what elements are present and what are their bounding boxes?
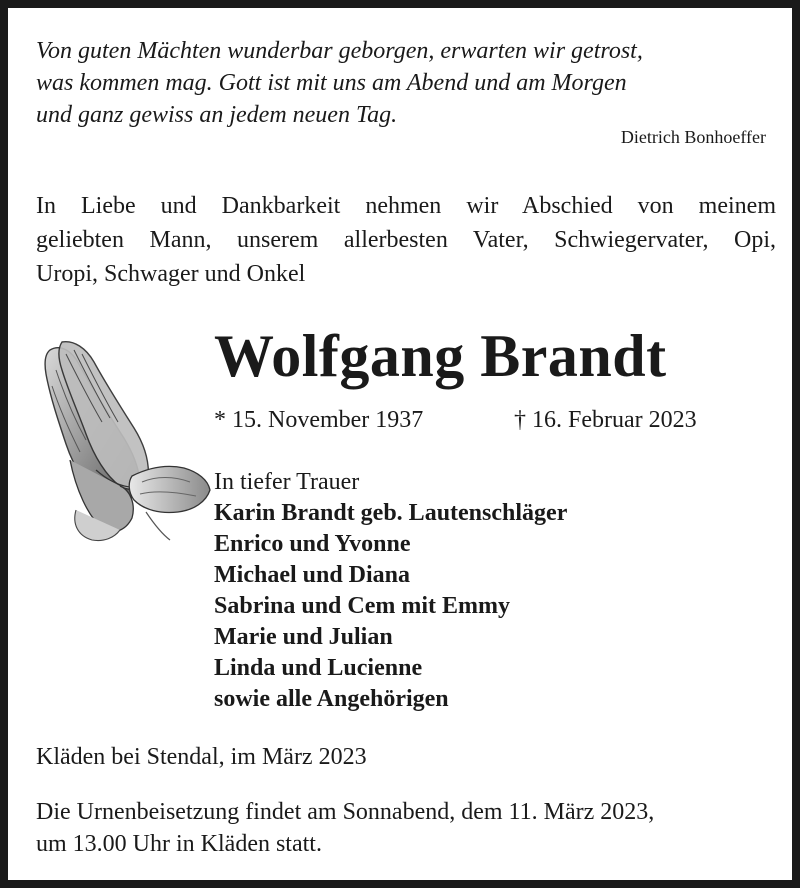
birth-date: * 15. November 1937	[214, 407, 424, 433]
mourners-list	[214, 467, 567, 715]
mourner-name: Enrico und Yvonne	[214, 531, 411, 557]
quote-line: und ganz gewiss an jedem neuen Tag.	[36, 102, 398, 128]
farewell-intro	[36, 189, 776, 291]
mourner-name: Marie und Julian	[214, 624, 393, 650]
death-date: † 16. Februar 2023	[514, 407, 697, 433]
intro-line: geliebten Mann, unserem allerbesten Vater, Schwiegervater, Opi,	[36, 227, 776, 253]
deceased-name: Wolfgang Brandt	[214, 323, 667, 389]
intro-line: Uropi, Schwager und Onkel	[36, 261, 306, 287]
burial-notice	[36, 796, 776, 860]
quote-line: was kommen mag. Gott ist mit uns am Abend und am Morgen	[36, 70, 627, 96]
bonhoeffer-quote	[36, 35, 776, 131]
mourner-name: Karin Brandt geb. Lautenschläger	[214, 500, 568, 526]
burial-line: Die Urnenbeisetzung findet am Sonnabend, dem 11. März 2023,	[36, 799, 655, 825]
life-dates	[214, 404, 697, 436]
place-and-date: Kläden bei Stendal, im März 2023	[36, 744, 367, 770]
mourner-name: Michael und Diana	[214, 562, 411, 588]
mourner-name: Sabrina und Cem mit Emmy	[214, 593, 511, 619]
quote-line: Von guten Mächten wunderbar geborgen, erwarten wir getrost,	[36, 38, 643, 64]
mourner-name: Linda und Lucienne	[214, 655, 423, 681]
mourning-heading: In tiefer Trauer	[214, 469, 360, 495]
mourner-name: sowie alle Angehörigen	[214, 686, 449, 712]
intro-line: In Liebe und Dankbarkeit nehmen wir Abschied von meinem	[36, 193, 776, 219]
praying-hands-icon	[36, 340, 212, 544]
burial-line: um 13.00 Uhr in Kläden statt.	[36, 831, 322, 857]
quote-author: Dietrich Bonhoeffer	[620, 127, 766, 147]
